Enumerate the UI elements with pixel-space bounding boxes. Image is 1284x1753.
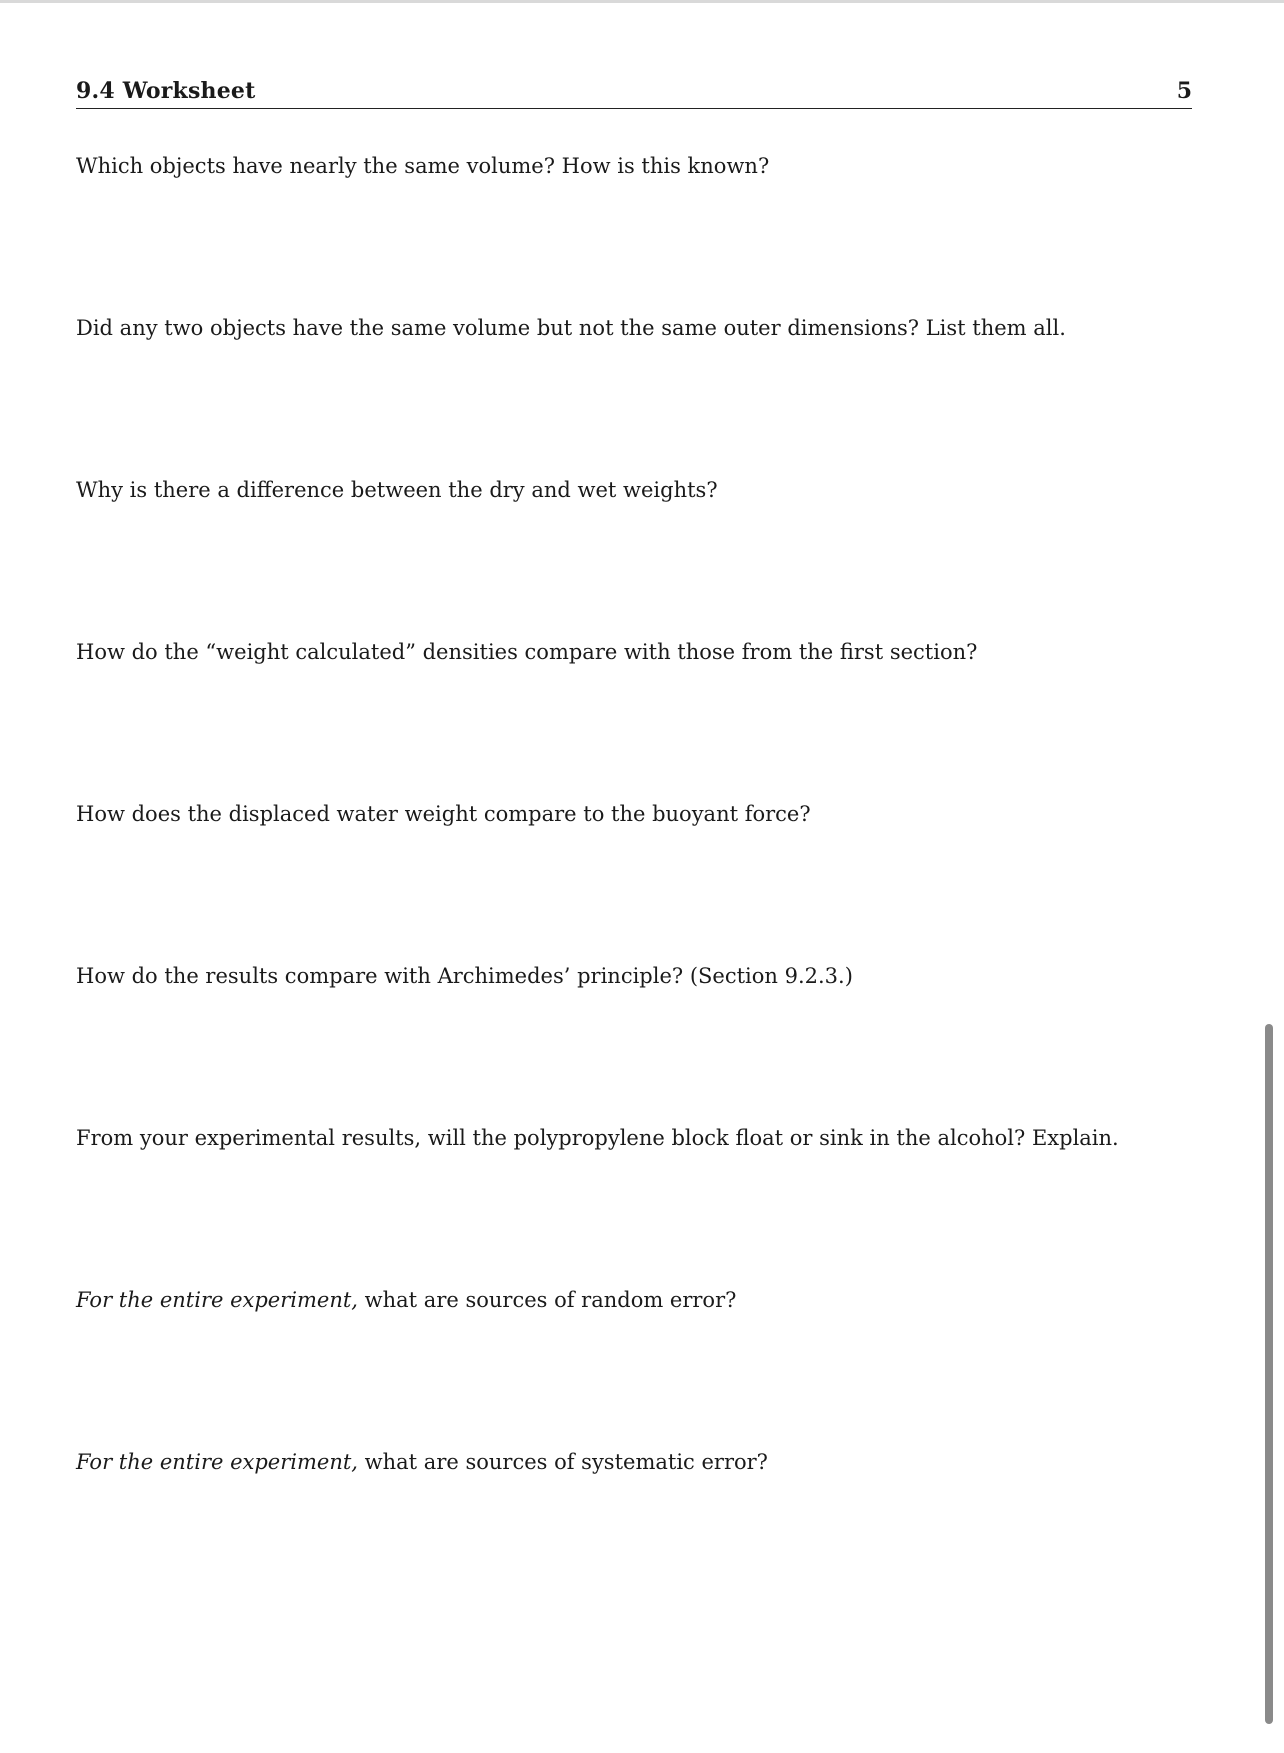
section-title: 9.4 Worksheet	[76, 78, 256, 104]
question-6: How do the results compare with Archimedes’ principle? (Section 9.2.3.)	[76, 964, 853, 988]
question-9	[76, 1448, 1186, 1476]
vertical-scrollbar[interactable]	[1260, 0, 1278, 1753]
question-8-italic-prefix: For the entire experiment,	[76, 1288, 358, 1312]
question-7: From your experimental results, will the polypropylene block float or sink in the alcohol? Explain.	[76, 1126, 1119, 1150]
question-4: How do the “weight calculated” densities compare with those from the first section?	[76, 640, 978, 664]
question-8	[76, 1286, 1186, 1314]
question-3: Why is there a difference between the dry and wet weights?	[76, 478, 718, 502]
question-1: Which objects have nearly the same volume? How is this known?	[76, 154, 770, 178]
question-8-text: what are sources of random error?	[357, 1288, 737, 1312]
running-header	[76, 78, 1192, 109]
question-5: How does the displaced water weight compare to the buoyant force?	[76, 802, 811, 826]
question-9-text: what are sources of systematic error?	[357, 1450, 768, 1474]
question-9-italic-prefix: For the entire experiment,	[76, 1450, 358, 1474]
scrollbar-thumb[interactable]	[1265, 1024, 1273, 1724]
question-2: Did any two objects have the same volume but not the same outer dimensions? List them all.	[76, 316, 1066, 340]
page-number: 5	[1176, 78, 1192, 104]
